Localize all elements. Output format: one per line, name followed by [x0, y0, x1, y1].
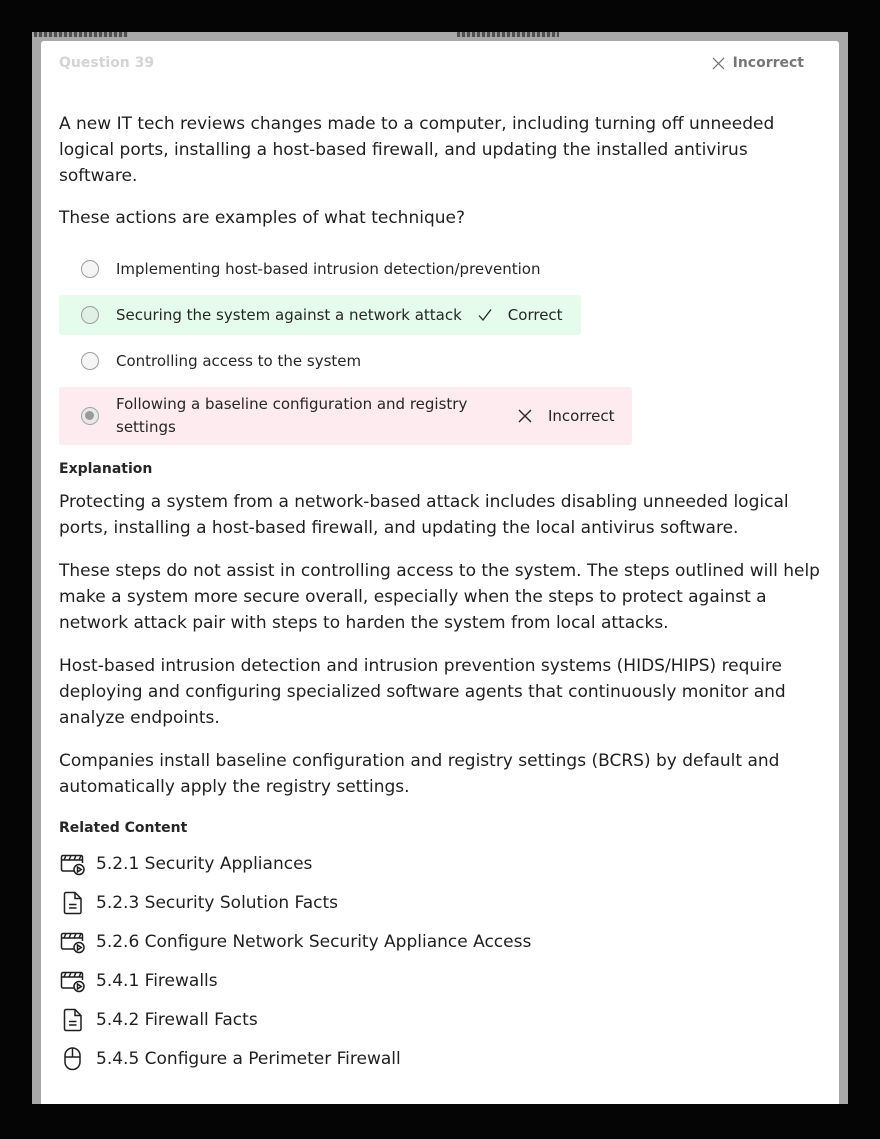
- correct-feedback: [478, 304, 563, 327]
- option-label: Following a baseline configuration and registry settings: [116, 395, 468, 436]
- video-icon: [59, 851, 87, 877]
- question-prompt: These actions are examples of what technique?: [59, 208, 465, 228]
- option-label: Securing the system against a network attack: [116, 305, 462, 324]
- video-icon: [59, 929, 87, 955]
- video-icon: [59, 968, 87, 994]
- document-icon: [59, 1007, 87, 1033]
- radio-button[interactable]: [81, 352, 99, 370]
- explanation-paragraph: Protecting a system from a network-based attack includes disabling unneeded logical ports, installing a host-based firewall, and updating the local antivirus software.: [59, 492, 789, 538]
- related-link-label: 5.2.3 Security Solution Facts: [96, 892, 339, 913]
- answer-option-selected-incorrect[interactable]: [59, 387, 632, 445]
- related-link-label: 5.4.1 Firewalls: [96, 970, 218, 991]
- related-link-label: 5.4.2 Firewall Facts: [96, 1009, 258, 1030]
- question-number: Question 39: [59, 55, 155, 71]
- check-icon: [478, 308, 492, 322]
- related-link-5-2-6[interactable]: [59, 922, 821, 961]
- radio-button[interactable]: [81, 260, 99, 278]
- option-label: Controlling access to the system: [116, 351, 362, 370]
- explanation-paragraph: Companies install baseline configuration and registry settings (BCRS) by default and automatically apply the registry settings.: [59, 751, 780, 797]
- related-link-5-4-5[interactable]: [59, 1039, 821, 1078]
- x-icon: [712, 57, 725, 70]
- answer-options: [59, 249, 821, 445]
- explanation-paragraph: Host-based intrusion detection and intrusion prevention systems (HIDS/HIPS) require deploying and configuring specialized software agents that continuously monitor and analyze endpoints.: [59, 656, 786, 728]
- related-content-heading: Related Content: [59, 820, 188, 836]
- question-text: A new IT tech reviews changes made to a computer, including turning off unneeded logical ports, installing a host-based firewall, and updating the installed antivirus software.: [59, 114, 775, 186]
- radio-button[interactable]: [81, 306, 99, 324]
- answer-option[interactable]: [59, 249, 558, 289]
- answer-option-correct[interactable]: [59, 295, 581, 335]
- related-link-5-2-1[interactable]: [59, 844, 821, 883]
- related-link-5-2-3[interactable]: [59, 883, 821, 922]
- related-link-5-4-1[interactable]: [59, 961, 821, 1000]
- clipped-text-fragment: [34, 32, 128, 37]
- result-badge: [712, 55, 804, 71]
- option-label: Implementing host-based intrusion detection/prevention: [116, 259, 541, 278]
- related-link-label: 5.4.5 Configure a Perimeter Firewall: [96, 1048, 401, 1069]
- explanation-heading: Explanation: [59, 461, 153, 477]
- related-link-5-4-2[interactable]: [59, 1000, 821, 1039]
- related-link-label: 5.2.6 Configure Network Security Appliance Access: [96, 931, 532, 952]
- related-content-list: [59, 844, 821, 1078]
- related-link-label: 5.2.1 Security Appliances: [96, 853, 313, 874]
- answer-option[interactable]: [59, 341, 379, 381]
- x-icon: [518, 409, 532, 423]
- clipped-text-fragment: [457, 32, 559, 37]
- question-review-card: [41, 41, 839, 1104]
- feedback-label: Correct: [507, 305, 563, 324]
- explanation-paragraph: These steps do not assist in controlling access to the system. The steps outlined will help make a system more secure overall, especially when the steps to protect against a network attack pair with steps to harden the system from local attacks.: [59, 561, 820, 633]
- feedback-label: Incorrect: [548, 406, 615, 425]
- document-icon: [59, 890, 87, 916]
- incorrect-feedback: [518, 405, 614, 428]
- question-header: [59, 41, 821, 85]
- radio-button-selected[interactable]: [81, 407, 99, 425]
- mouse-icon: [59, 1046, 87, 1072]
- result-label: Incorrect: [732, 55, 804, 71]
